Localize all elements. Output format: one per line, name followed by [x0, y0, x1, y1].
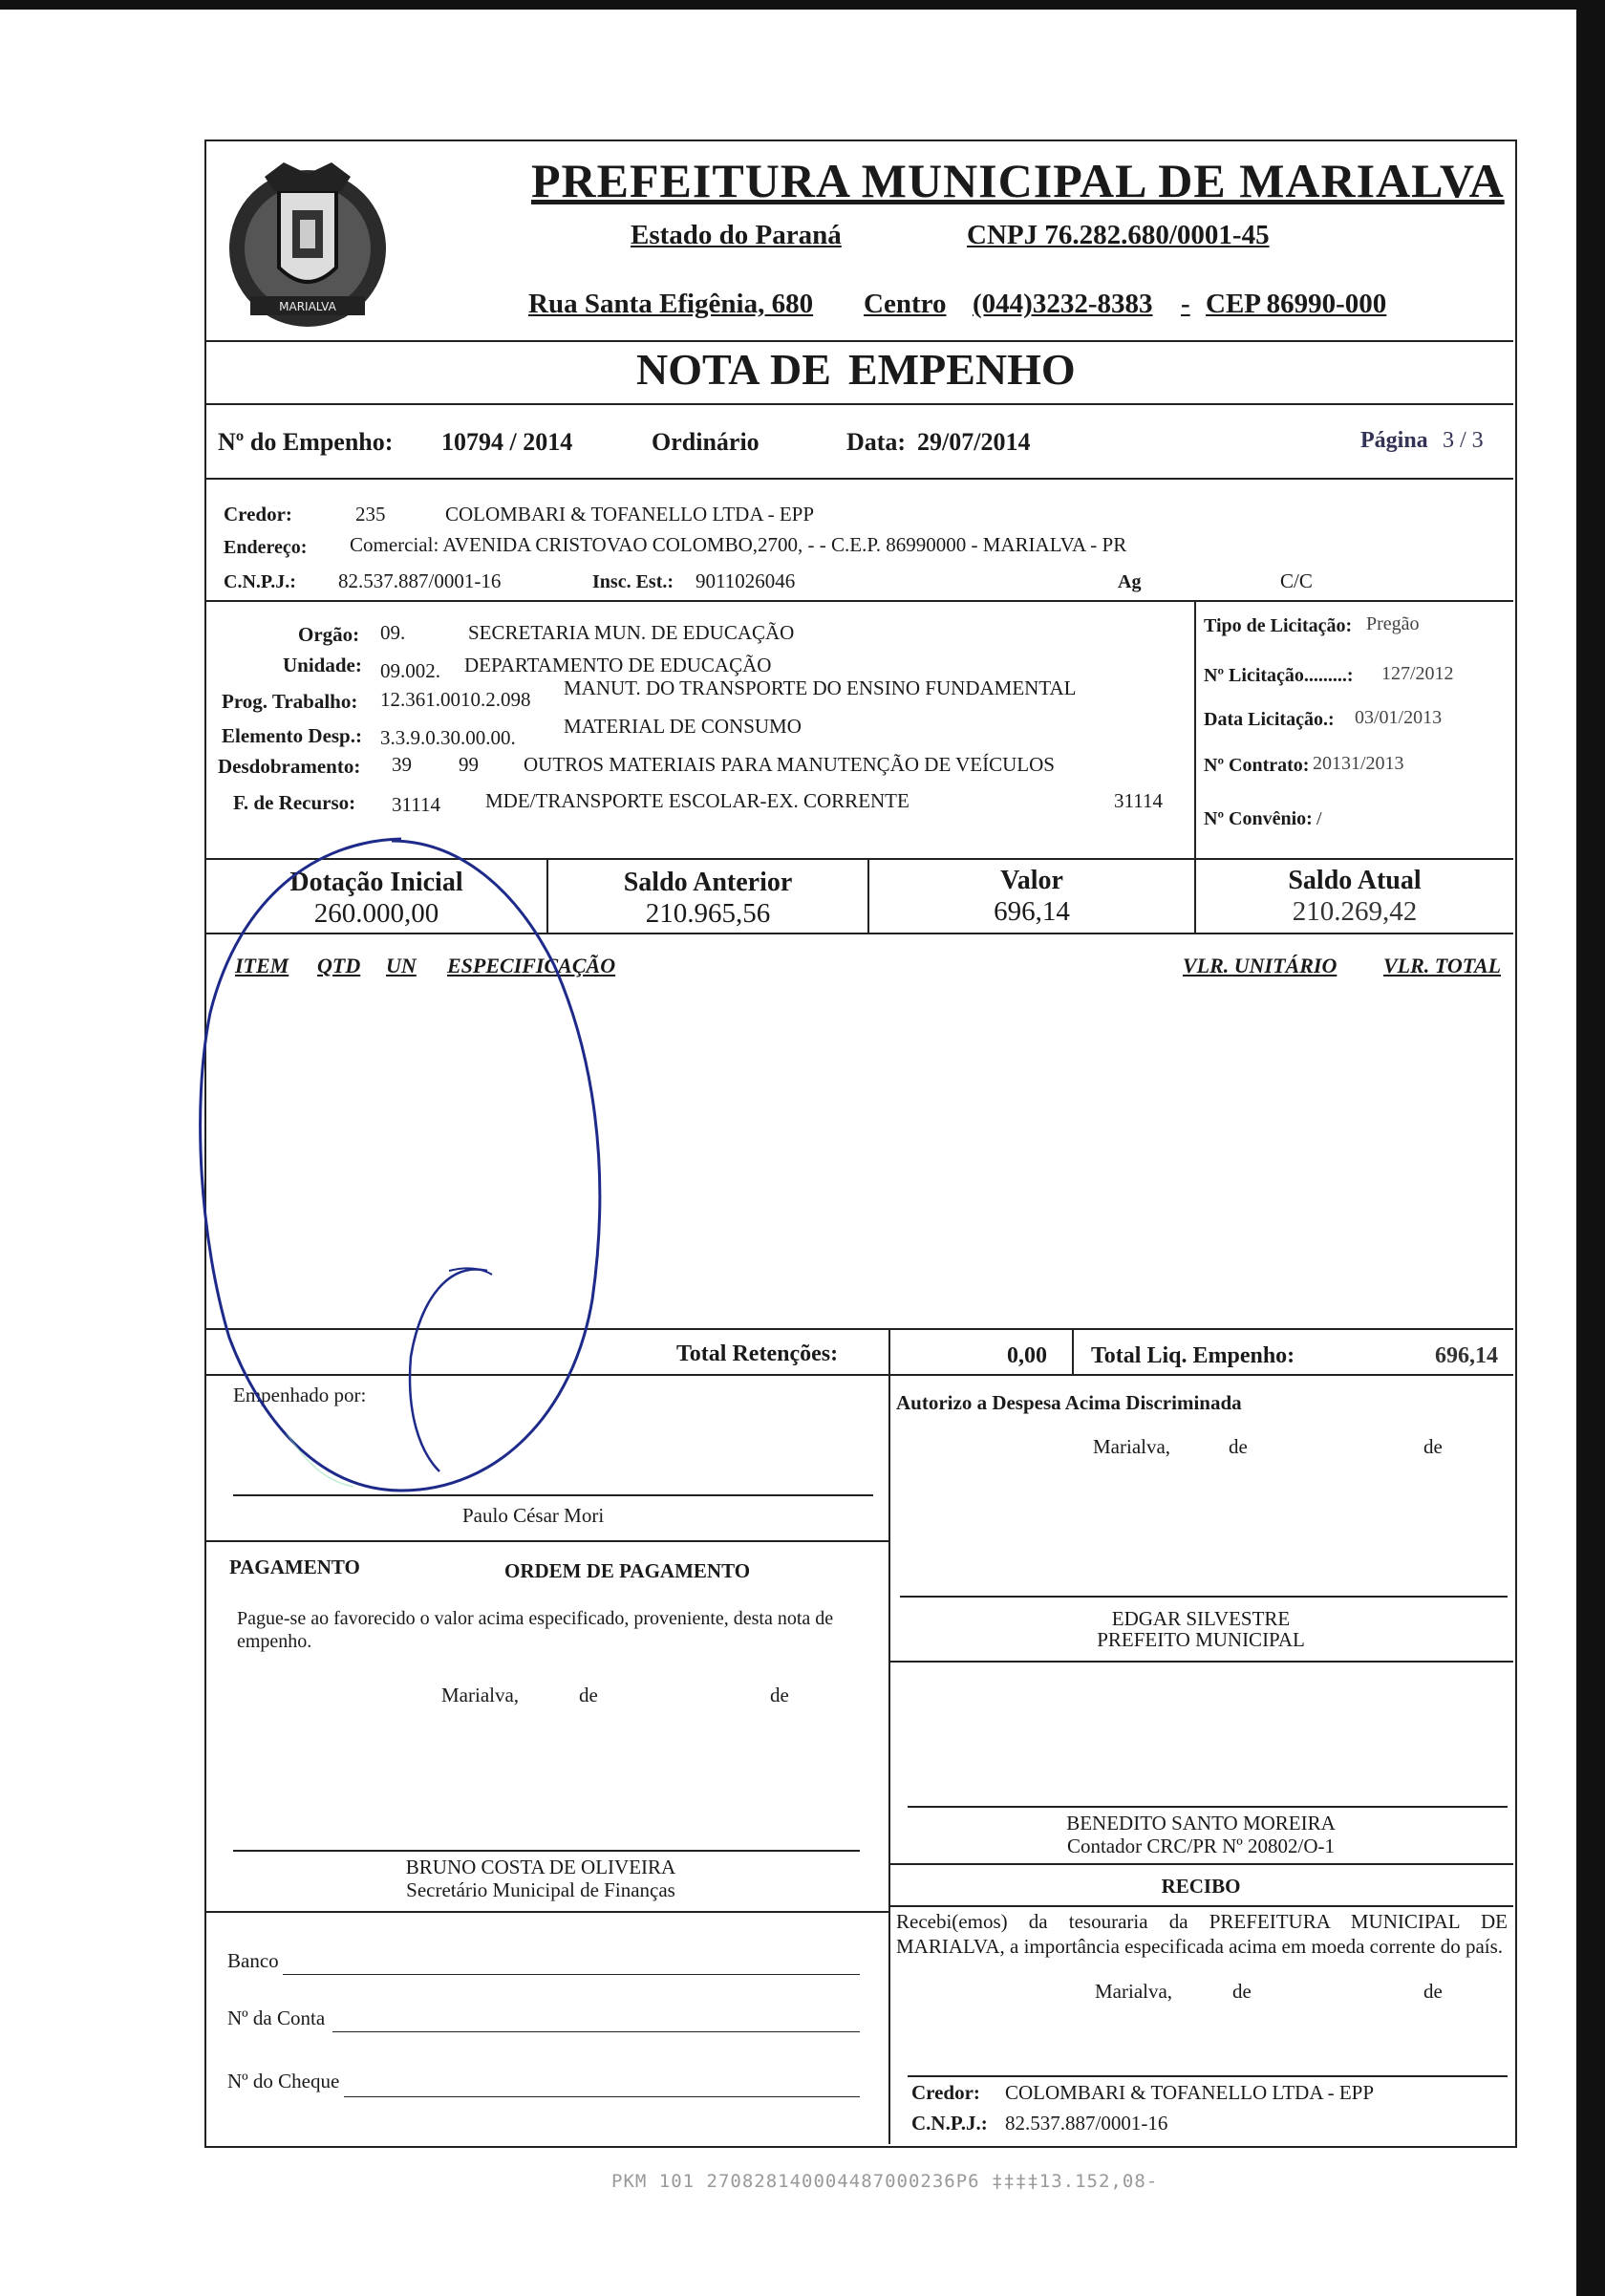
divider — [888, 1374, 890, 2144]
divider — [206, 340, 1513, 342]
header-street: Rua Santa Efigênia, 680 — [528, 289, 814, 319]
coat-of-arms-logo — [212, 153, 403, 344]
de-5: de — [1232, 1980, 1252, 2003]
header-cep: CEP 86990-000 — [1206, 289, 1387, 319]
saldo-atual-label: Saldo Atual — [1288, 866, 1422, 895]
autorizo-text: Autorizo a Despesa Acima Discriminada — [896, 1391, 1242, 1414]
page-number: 3 / 3 — [1443, 428, 1484, 453]
recurso-value: MDE/TRANSPORTE ESCOLAR-EX. CORRENTE — [485, 789, 910, 812]
divider — [206, 1911, 890, 1913]
cheque-label: Nº do Cheque — [227, 2070, 340, 2092]
dotacao-inicial-label: Dotação Inicial — [289, 868, 463, 897]
divider — [206, 1328, 1513, 1330]
licitacao-number-label: Nº Licitação.........: — [1204, 665, 1354, 686]
unidade-code: 09.002. — [380, 659, 440, 682]
col-item: ITEM — [235, 954, 289, 977]
signature-line — [233, 1494, 873, 1496]
desdobramento-b: 99 — [459, 753, 479, 776]
licitacao-type-label: Tipo de Licitação: — [1204, 615, 1353, 636]
divider — [890, 1863, 1513, 1865]
prog-code: 12.361.0010.2.098 — [380, 688, 531, 711]
col-qtd: QTD — [317, 954, 361, 977]
divider — [206, 600, 1513, 602]
local-data-1: Marialva, — [1093, 1435, 1171, 1458]
secretario-title: Secretário Municipal de Finanças — [406, 1878, 675, 1901]
contrato-label: Nº Contrato: — [1204, 755, 1310, 776]
empenhado-por-name: Paulo César Mori — [462, 1504, 605, 1527]
total-liquido-label: Total Liq. Empenho: — [1091, 1343, 1295, 1368]
col-vlr-unitario: VLR. UNITÁRIO — [1183, 954, 1338, 977]
recibo-credor: COLOMBARI & TOFANELLO LTDA - EPP — [1005, 2081, 1375, 2104]
col-especificacao: ESPECIFICAÇÃO — [447, 954, 616, 977]
de-2: de — [1423, 1435, 1443, 1458]
divider — [206, 1540, 890, 1542]
divider — [890, 1905, 1513, 1907]
recibo-cnpj-label: C.N.P.J.: — [911, 2112, 988, 2135]
licitacao-number: 127/2012 — [1381, 663, 1454, 684]
recurso-label: F. de Recurso: — [233, 791, 356, 814]
recibo-text: Recebi(emos) da tesouraria da PREFEITURA MUNICIPAL DE MARIALVA, a importância especificada acima em moeda corrente do país. — [896, 1910, 1508, 1958]
divider — [1194, 600, 1196, 860]
valor-label: Valor — [1000, 866, 1063, 895]
empenho-date: 29/07/2014 — [917, 428, 1031, 456]
endereco-value: Comercial: AVENIDA CRISTOVAO COLOMBO,2700, - - C.E.P. 86990000 - MARIALVA - PR — [350, 533, 1127, 556]
banco-label: Banco — [227, 1949, 279, 1972]
unidade-value: DEPARTAMENTO DE EDUCAÇÃO — [464, 654, 772, 676]
empenhado-por-label: Empenhado por: — [233, 1384, 367, 1406]
elemento-value: MATERIAL DE CONSUMO — [564, 715, 802, 738]
page-title: PREFEITURA MUNICIPAL DE MARIALVA — [531, 154, 1505, 207]
total-liquido-value: 696,14 — [1435, 1343, 1498, 1368]
banco-blank[interactable] — [283, 1974, 860, 1975]
licitacao-date-label: Data Licitação.: — [1204, 709, 1335, 730]
contador-title: Contador CRC/PR Nº 20802/O-1 — [1066, 1835, 1336, 1857]
conta-blank[interactable] — [332, 2031, 860, 2032]
header-district: Centro — [864, 289, 947, 319]
saldo-anterior-value: 210.965,56 — [645, 898, 771, 929]
saldo-atual-value: 210.269,42 — [1292, 896, 1418, 927]
divider — [890, 1661, 1513, 1663]
empenho-type: Ordinário — [652, 428, 760, 456]
header-phone: (044)3232-8383 — [973, 289, 1153, 319]
orgao-value: SECRETARIA MUN. DE EDUCAÇÃO — [468, 621, 795, 644]
scan-edge-right — [1576, 0, 1605, 2296]
divider — [206, 933, 1513, 934]
recurso-code: 31114 — [392, 793, 440, 816]
prefeito-title: PREFEITO MUNICIPAL — [1097, 1628, 1305, 1651]
recibo-cnpj: 82.537.887/0001-16 — [1005, 2112, 1168, 2135]
local-data-3: Marialva, — [1095, 1980, 1173, 2003]
pague-se-text: Pague-se ao favorecido o valor acima especificado, proveniente, desta nota de empenho. — [237, 1608, 834, 1652]
cc-label: C/C — [1280, 569, 1313, 592]
cnpj-label: C.N.P.J.: — [224, 571, 296, 592]
signature-line — [908, 2075, 1508, 2077]
doc-title-empenho: EMPENHO — [848, 345, 1076, 394]
divider — [888, 1328, 890, 1374]
empenho-date-label: Data: — [846, 428, 907, 456]
col-un: UN — [386, 954, 417, 977]
saldo-anterior-label: Saldo Anterior — [623, 868, 793, 897]
credor-code: 235 — [355, 503, 386, 526]
de-4: de — [770, 1684, 789, 1706]
signature-line — [233, 1850, 860, 1852]
desdobramento-label: Desdobramento: — [218, 755, 361, 778]
header-cnpj: CNPJ 76.282.680/0001-45 — [967, 220, 1270, 250]
divider — [206, 478, 1513, 480]
endereco-label: Endereço: — [224, 537, 308, 558]
elemento-code: 3.3.9.0.30.00.00. — [380, 726, 516, 749]
elemento-label: Elemento Desp.: — [222, 724, 362, 747]
de-1: de — [1229, 1435, 1248, 1458]
recibo-credor-label: Credor: — [911, 2081, 980, 2104]
recibo-title: RECIBO — [1161, 1875, 1241, 1898]
licitacao-date: 03/01/2013 — [1355, 707, 1443, 728]
doc-title-de: DE — [770, 345, 831, 394]
signature-line — [900, 1596, 1508, 1598]
total-retencoes-value: 0,00 — [1007, 1343, 1047, 1368]
local-data-2: Marialva, — [441, 1684, 520, 1706]
convenio-value: / — [1316, 808, 1322, 829]
footer-stamp: PKM 101 270828140004487000236P6 ‡‡‡‡13.152,08- — [611, 2171, 1159, 2192]
divider — [206, 858, 1513, 860]
divider — [206, 1374, 1513, 1376]
col-vlr-total: VLR. TOTAL — [1383, 954, 1502, 977]
convenio-label: Nº Convênio: — [1204, 808, 1313, 829]
prog-value: MANUT. DO TRANSPORTE DO ENSINO FUNDAMENTAL — [564, 676, 1077, 699]
doc-title-nota: NOTA — [636, 345, 760, 394]
ag-label: Ag — [1118, 571, 1142, 592]
licitacao-type: Pregão — [1366, 613, 1420, 634]
credor-name: COLOMBARI & TOFANELLO LTDA - EPP — [445, 503, 815, 526]
total-retencoes-label: Total Retenções: — [676, 1341, 839, 1366]
secretario-name: BRUNO COSTA DE OLIVEIRA — [405, 1856, 676, 1878]
divider — [1072, 1328, 1074, 1374]
desdobramento-a: 39 — [392, 753, 412, 776]
conta-label: Nº da Conta — [227, 2006, 326, 2029]
page-number-label: Página — [1360, 428, 1428, 453]
empenho-number: 10794 / 2014 — [441, 428, 573, 456]
de-6: de — [1423, 1980, 1443, 2003]
orgao-code: 09. — [380, 621, 406, 644]
desdobramento-value: OUTROS MATERIAIS PARA MANUTENÇÃO DE VEÍCULOS — [524, 753, 1055, 776]
contador-name: BENEDITO SANTO MOREIRA — [1066, 1812, 1336, 1835]
header-dash: - — [1181, 289, 1190, 319]
pagamento-label: PAGAMENTO — [229, 1556, 360, 1578]
valor-value: 696,14 — [994, 896, 1070, 927]
prog-label: Prog. Trabalho: — [222, 690, 358, 713]
prefeito-name: EDGAR SILVESTRE — [1111, 1607, 1291, 1630]
empenho-number-label: Nº do Empenho: — [218, 428, 394, 456]
orgao-label: Orgão: — [298, 623, 360, 646]
state-name: Estado do Paraná — [631, 220, 842, 250]
credor-label: Credor: — [224, 503, 292, 526]
dotacao-inicial-value: 260.000,00 — [313, 898, 439, 929]
signature-line — [908, 1806, 1508, 1808]
divider — [206, 403, 1513, 405]
svg-text:MARIALVA: MARIALVA — [279, 300, 336, 313]
contrato-value: 20131/2013 — [1313, 753, 1404, 774]
cheque-blank[interactable] — [344, 2096, 860, 2097]
ordem-pagamento-label: ORDEM DE PAGAMENTO — [504, 1559, 751, 1582]
cnpj-value: 82.537.887/0001-16 — [338, 569, 502, 592]
de-3: de — [579, 1684, 598, 1706]
insc-value: 9011026046 — [696, 569, 796, 592]
unidade-label: Unidade: — [283, 654, 362, 676]
recurso-code-2: 31114 — [1114, 789, 1163, 812]
scan-edge-top — [0, 0, 1605, 10]
insc-label: Insc. Est.: — [592, 571, 674, 592]
